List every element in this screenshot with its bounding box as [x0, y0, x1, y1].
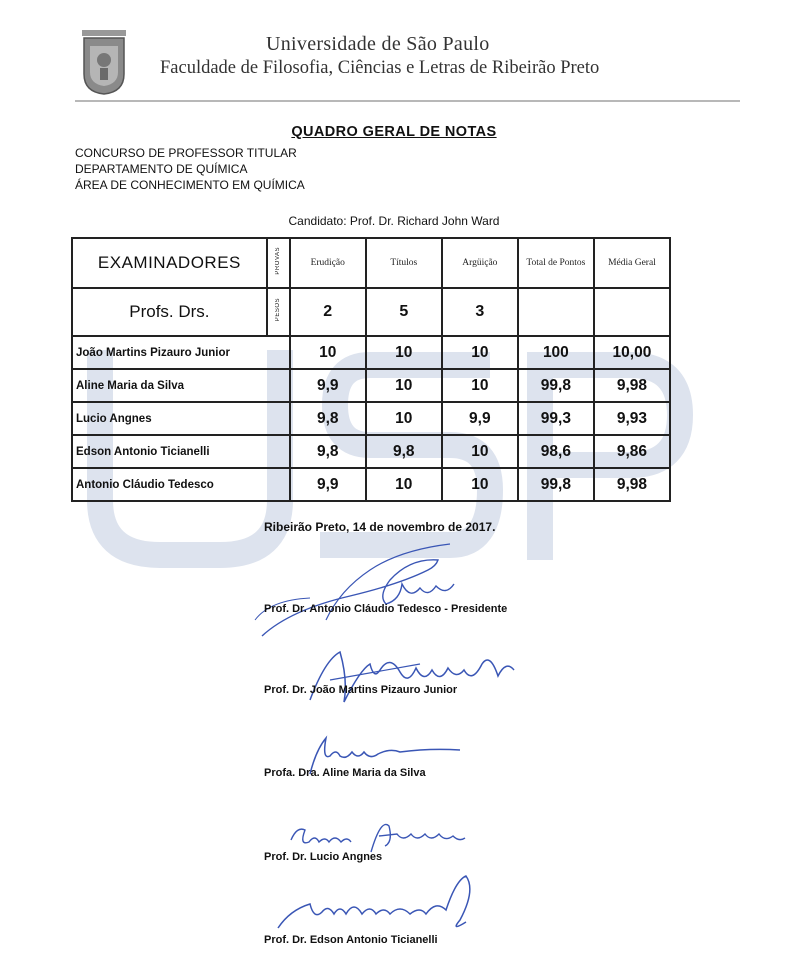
provas-cell [267, 238, 290, 288]
col-header-media: Média Geral [594, 238, 670, 288]
examiners-label: EXAMINADORES [72, 238, 267, 288]
examiner-name: Antonio Cláudio Tedesco [72, 468, 290, 501]
signature-label-pizauro: Prof. Dr. João Martins Pizauro Junior [264, 684, 458, 696]
date-line: Ribeirão Preto, 14 de novembro de 2017. [264, 520, 496, 534]
candidate-line: Candidato: Prof. Dr. Richard John Ward [288, 214, 500, 228]
signature-pizauro [300, 640, 530, 710]
document-title: QUADRO GERAL DE NOTAS [291, 124, 497, 140]
col-header-erudicao: Erudição [290, 238, 366, 288]
col-header-arguicao: Argüição [442, 238, 518, 288]
signature-ticianelli [270, 870, 490, 940]
score-erudicao: 9,8 [290, 435, 366, 468]
score-total: 100 [518, 336, 594, 369]
score-erudicao: 9,9 [290, 468, 366, 501]
col-header-titulos: Títulos [366, 238, 442, 288]
score-titulos: 10 [366, 369, 442, 402]
department-line: DEPARTAMENTO DE QUÍMICA [75, 162, 248, 176]
pesos-cell [267, 288, 290, 336]
table-row [72, 468, 670, 501]
grades-table [71, 237, 671, 502]
score-erudicao: 9,8 [290, 402, 366, 435]
score-total: 99,8 [518, 468, 594, 501]
score-total: 99,3 [518, 402, 594, 435]
weight-titulos: 5 [366, 288, 442, 336]
score-media: 9,86 [594, 435, 670, 468]
header-divider [75, 100, 740, 102]
table-row [72, 369, 670, 402]
examiner-name: Lucio Angnes [72, 402, 290, 435]
score-media: 9,98 [594, 369, 670, 402]
signature-label-ticianelli: Prof. Dr. Edson Antonio Ticianelli [264, 934, 438, 946]
table-row [72, 435, 670, 468]
score-titulos: 10 [366, 402, 442, 435]
profs-label: Profs. Drs. [72, 288, 267, 336]
weight-arguicao: 3 [442, 288, 518, 336]
score-arguicao: 10 [442, 468, 518, 501]
faculty-name: Faculdade de Filosofia, Ciências e Letras de Ribeirão Preto [160, 58, 600, 78]
score-total: 98,6 [518, 435, 594, 468]
score-erudicao: 10 [290, 336, 366, 369]
signature-label-silva: Profa. Dra. Aline Maria da Silva [264, 767, 426, 779]
signature-label-angnes: Prof. Dr. Lucio Angnes [264, 851, 383, 863]
header-row-weights [72, 288, 670, 336]
col-header-total: Total de Pontos [518, 238, 594, 288]
score-media: 10,00 [594, 336, 670, 369]
score-titulos: 10 [366, 468, 442, 501]
signature-tedesco [250, 540, 490, 650]
score-arguicao: 10 [442, 336, 518, 369]
score-arguicao: 10 [442, 369, 518, 402]
score-titulos: 10 [366, 336, 442, 369]
provas-label: PROVAS [275, 246, 282, 275]
examiner-name: João Martins Pizauro Junior [72, 336, 290, 369]
examiner-name: Edson Antonio Ticianelli [72, 435, 290, 468]
examiner-name: Aline Maria da Silva [72, 369, 290, 402]
score-media: 9,98 [594, 468, 670, 501]
signature-label-tedesco: Prof. Dr. Antonio Cláudio Tedesco - Presidente [264, 603, 508, 615]
pesos-label: PESOS [275, 297, 282, 322]
score-arguicao: 10 [442, 435, 518, 468]
score-erudicao: 9,9 [290, 369, 366, 402]
score-titulos: 9,8 [366, 435, 442, 468]
weight-media [594, 288, 670, 336]
weight-erudicao: 2 [290, 288, 366, 336]
table-row [72, 402, 670, 435]
score-arguicao: 9,9 [442, 402, 518, 435]
table-row [72, 336, 670, 369]
area-line: ÁREA DE CONHECIMENTO EM QUÍMICA [75, 178, 305, 192]
score-total: 99,8 [518, 369, 594, 402]
university-name: Universidade de São Paulo [266, 33, 490, 55]
header-row-exams [72, 238, 670, 288]
contest-line: CONCURSO DE PROFESSOR TITULAR [75, 146, 297, 160]
weight-total [518, 288, 594, 336]
university-crest-icon [80, 28, 128, 96]
score-media: 9,93 [594, 402, 670, 435]
